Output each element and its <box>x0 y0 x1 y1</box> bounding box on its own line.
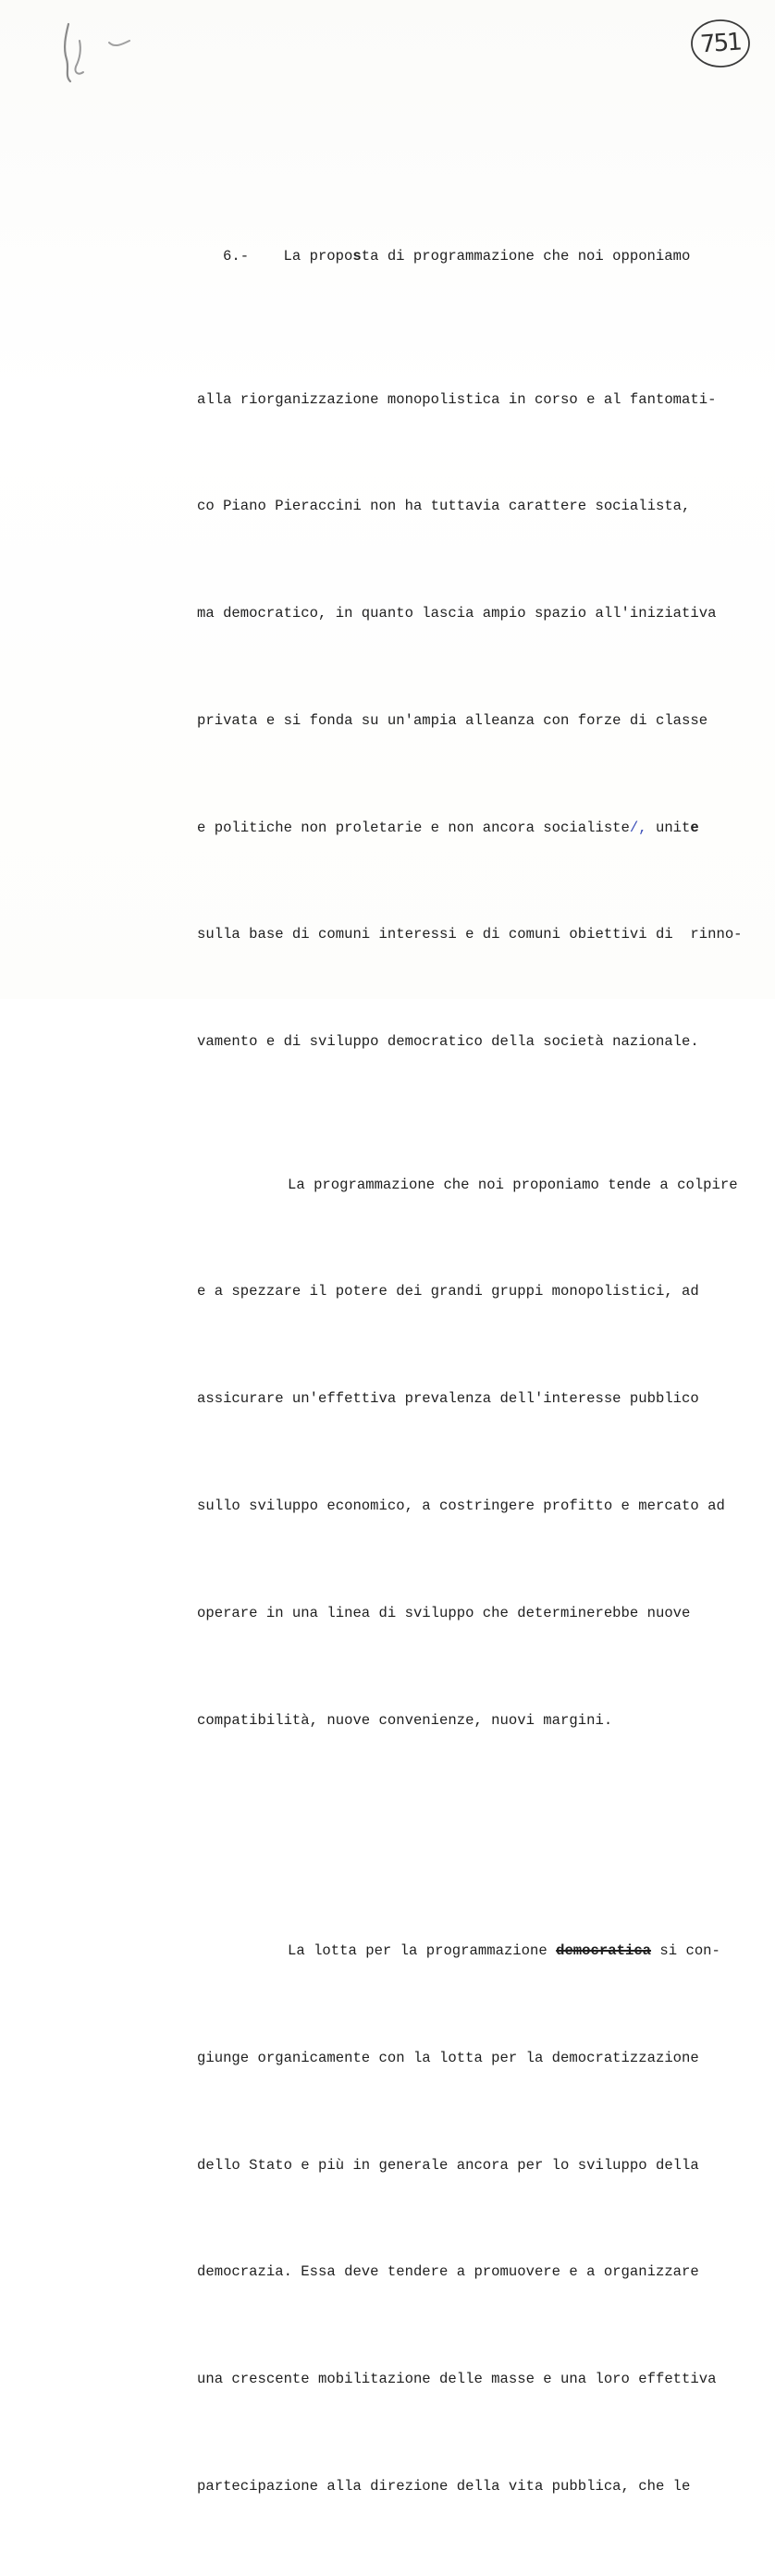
section-intro-overtyped-letter: s <box>352 248 362 265</box>
text-line: assicurare un'effettiva prevalenza dell'interesse pubblico <box>197 1390 699 1408</box>
text-line: sulla base di comuni interessi e di comuni obiettivi di rinno- <box>197 926 743 943</box>
paragraph-first-line: La programmazione che noi proponiamo tende a colpire <box>288 1176 738 1193</box>
section-intro-a: La propo <box>283 248 353 265</box>
typed-text-body <box>197 167 752 2576</box>
text-line: compatibilità, nuove convenienze, nuovi margini. <box>197 1711 613 1729</box>
text-line: ma democratico, in quanto lascia ampio spazio all'iniziativa <box>197 605 717 622</box>
page-number-stamp <box>689 17 752 70</box>
line-text-before: e politiche non proletarie e non ancora socialiste <box>197 819 630 836</box>
text-line: alla riorganizzazione monopolistica in corso e al fantomati- <box>197 390 717 408</box>
paragraph-first-line <box>197 1933 752 1969</box>
section-heading-line <box>197 239 752 275</box>
handwritten-scribble <box>57 17 141 91</box>
text-line: democrazia. Essa deve tendere a promuovere e a organizzare <box>197 2263 699 2281</box>
section-intro-c: ta di programmazione che noi opponiamo <box>361 248 691 265</box>
text-line: giunge organicamente con la lotta per la democratizzazione <box>197 2049 699 2066</box>
handwritten-comma-correction: /, <box>629 819 647 836</box>
text-line: operare in una linea di sviluppo che determinerebbe nuove <box>197 1604 691 1621</box>
text-line: vamento e di sviluppo democratico della società nazionale. <box>197 1033 699 1051</box>
line-text-after: si con- <box>651 1942 720 1960</box>
text-line: una crescente mobilitazione delle masse e una loro effettiva <box>197 2371 717 2388</box>
section-number: 6.- <box>223 248 250 265</box>
paragraph-gap <box>197 1809 752 1826</box>
text-line-corrected <box>197 810 752 846</box>
text-line: co Piano Pieraccini non ha tuttavia carattere socialista, <box>197 498 691 515</box>
page-number: 751 <box>699 28 742 59</box>
text-line: sullo sviluppo economico, a costringere profitto e mercato ad <box>197 1497 725 1514</box>
text-line: e a spezzare il potere dei grandi gruppi monopolistici, ad <box>197 1283 699 1300</box>
line-text-before: La lotta per la programmazione <box>288 1942 557 1960</box>
line-text-after: unit <box>646 819 691 836</box>
overtyped-letter: e <box>690 819 699 836</box>
text-line: dello Stato e più in generale ancora per lo sviluppo della <box>197 2156 699 2174</box>
struck-out-word: democratica <box>556 1942 652 1960</box>
text-line: partecipazione alla direzione della vita pubblica, che le <box>197 2478 691 2495</box>
text-line: privata e si fonda su un'ampia alleanza con forze di classe <box>197 711 708 729</box>
